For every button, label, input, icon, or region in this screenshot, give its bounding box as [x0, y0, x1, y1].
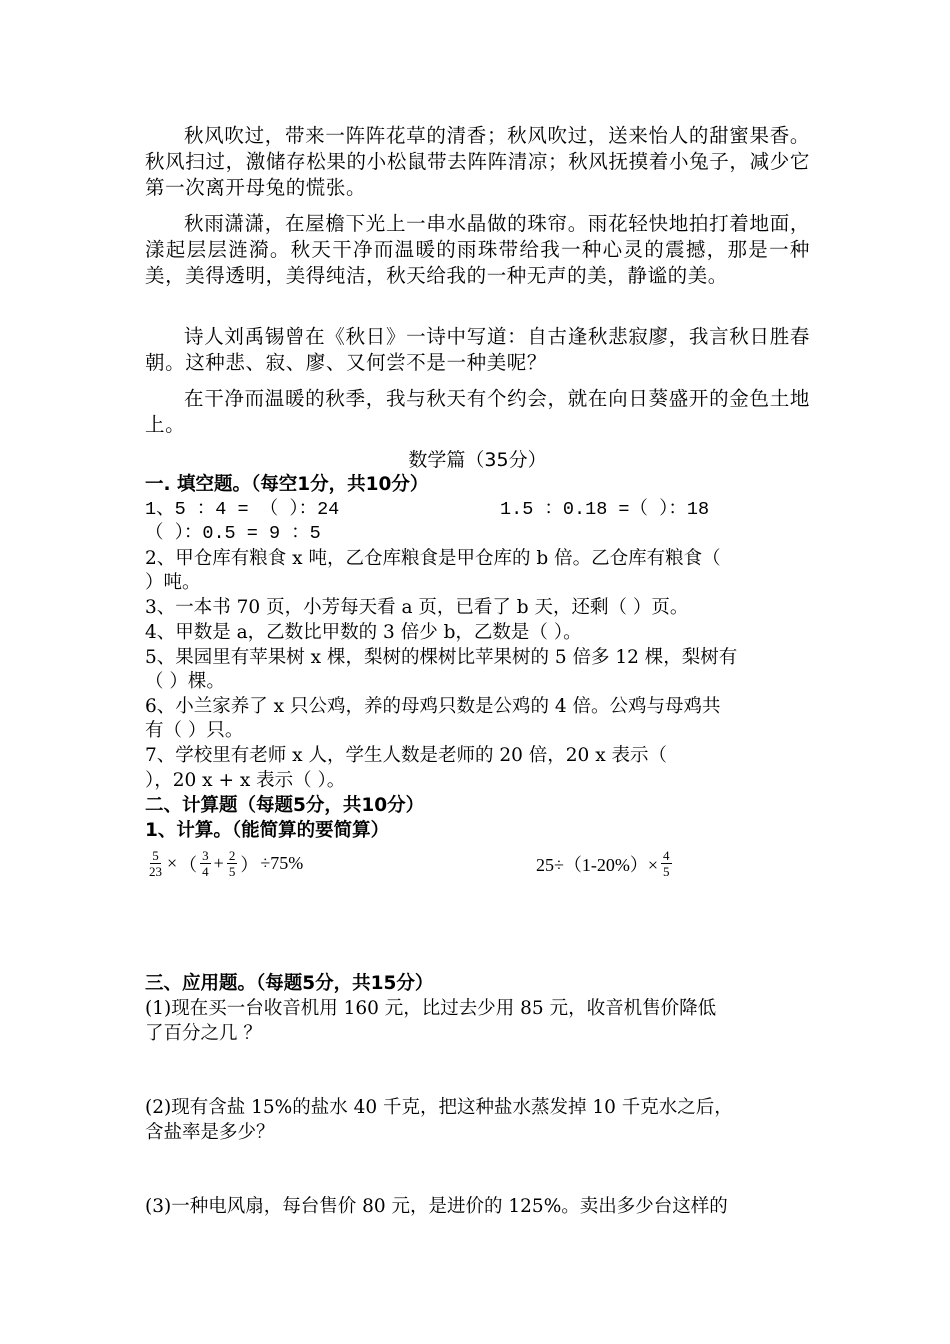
question-7-line-2: ），20 x + x 表示（ ）。 — [145, 770, 346, 791]
application-q2-line-2: 含盐率是多少？ — [145, 1122, 275, 1143]
question-6-line-2: 有（ ）只。 — [145, 720, 244, 741]
essay-paragraph-2: 秋雨潇潇，在屋檐下光上一串水晶做的珠帘。雨花轻快地拍打着地面，漾起层层涟漪。秋天干净而温暖的雨珠带给我一种心灵的震撼，那是一种美，美得透明，美得纯洁，秋天给我的一种无声的美，静谧的美。 — [145, 212, 810, 287]
left-paren: （ — [179, 854, 198, 875]
question-4: 4、甲数是 a，乙数比甲数的 3 倍少 b，乙数是（ ）。 — [145, 622, 582, 643]
application-q1-line-1: (1)现在买一台收音机用 160 元，比过去少用 85 元，收音机售价降低 — [145, 998, 717, 1019]
times-sign: × — [167, 853, 178, 873]
divide-75-percent: ÷75% — [260, 853, 304, 873]
question-5-line-1: 5、果园里有苹果树 x 棵，梨树的棵树比苹果树的 5 倍多 12 棵，梨树有 — [145, 647, 738, 668]
essay-paragraph-4: 在干净而温暖的秋季，我与秋天有个约会，就在向日葵盛开的金色土地上。 — [145, 387, 810, 436]
application-q2-line-1: (2)现有含盐 15%的盐水 40 千克，把这种盐水蒸发掉 10 千克水之后， — [145, 1097, 733, 1118]
plus-sign: + — [213, 853, 224, 873]
fraction-3-4: $\frac{3}{4}$ — [202, 848, 209, 879]
question-7-line-1: 7、学校里有老师 x 人，学生人数是老师的 20 倍，20 x 表示（ — [145, 745, 668, 766]
expression-2-lead: 25÷（1-20%）× — [536, 854, 659, 875]
essay-paragraph-3: 诗人刘禹锡曾在《秋日》一诗中写道：自古逢秋悲寂廖，我言秋日胜春朝。这种悲、寂、廖、又何尝不是一种美呢？ — [145, 325, 810, 374]
calc-expression-1 — [145, 848, 304, 879]
math-section-title: 数学篇（35分） — [408, 449, 547, 471]
fraction-4-5: $\frac{4}{5}$ — [663, 848, 670, 879]
calc-heading: 二、计算题（每题5分，共10分） — [145, 795, 425, 816]
essay-paragraph-1: 秋风吹过，带来一阵阵花草的清香；秋风吹过，送来怡人的甜蜜果香。秋风扫过，激储存松果的小松鼠带去阵阵清凉；秋风抚摸着小兔子，减少它第一次离开母兔的慌张。 — [145, 124, 810, 199]
right-paren: ） — [240, 854, 259, 875]
fill-blank-heading: 一. 填空题。（每空1分，共10分） — [145, 474, 429, 495]
question-1a: 1、5 ：4 = （ ）：24 — [145, 499, 340, 520]
fraction-5-23: $\frac{5}{23}$ — [149, 848, 162, 879]
question-6-line-1: 6、小兰家养了 x 只公鸡，养的母鸡只数是公鸡的 4 倍。公鸡与母鸡共 — [145, 696, 721, 717]
application-q1-line-2: 了百分之几 ？ — [145, 1023, 262, 1044]
application-q3-line-1: (3)一种电风扇，每台售价 80 元，是进价的 125%。卖出多少台这样的 — [145, 1196, 728, 1217]
calc-expression-2 — [535, 848, 674, 879]
application-heading: 三、应用题。（每题5分，共15分） — [145, 973, 434, 994]
calc-subheading: 1、计算。（能简算的要简算） — [145, 820, 390, 841]
question-5-line-2: （ ）棵。 — [145, 671, 225, 692]
question-2-line-2: ）吨。 — [145, 572, 201, 593]
question-2-line-1: 2、甲仓库有粮食 x 吨，乙仓库粮食是甲仓库的 b 倍。乙仓库有粮食（ — [145, 548, 721, 569]
question-3: 3、一本书 70 页，小芳每天看 a 页，已看了 b 天，还剩（ ）页。 — [145, 597, 689, 618]
fraction-2-5: $\frac{2}{5}$ — [228, 848, 236, 879]
question-1c: （ ）：0.5 = 9 ：5 — [145, 523, 321, 544]
question-1b: 1.5 ：0.18 =（ ）：18 — [500, 499, 710, 520]
